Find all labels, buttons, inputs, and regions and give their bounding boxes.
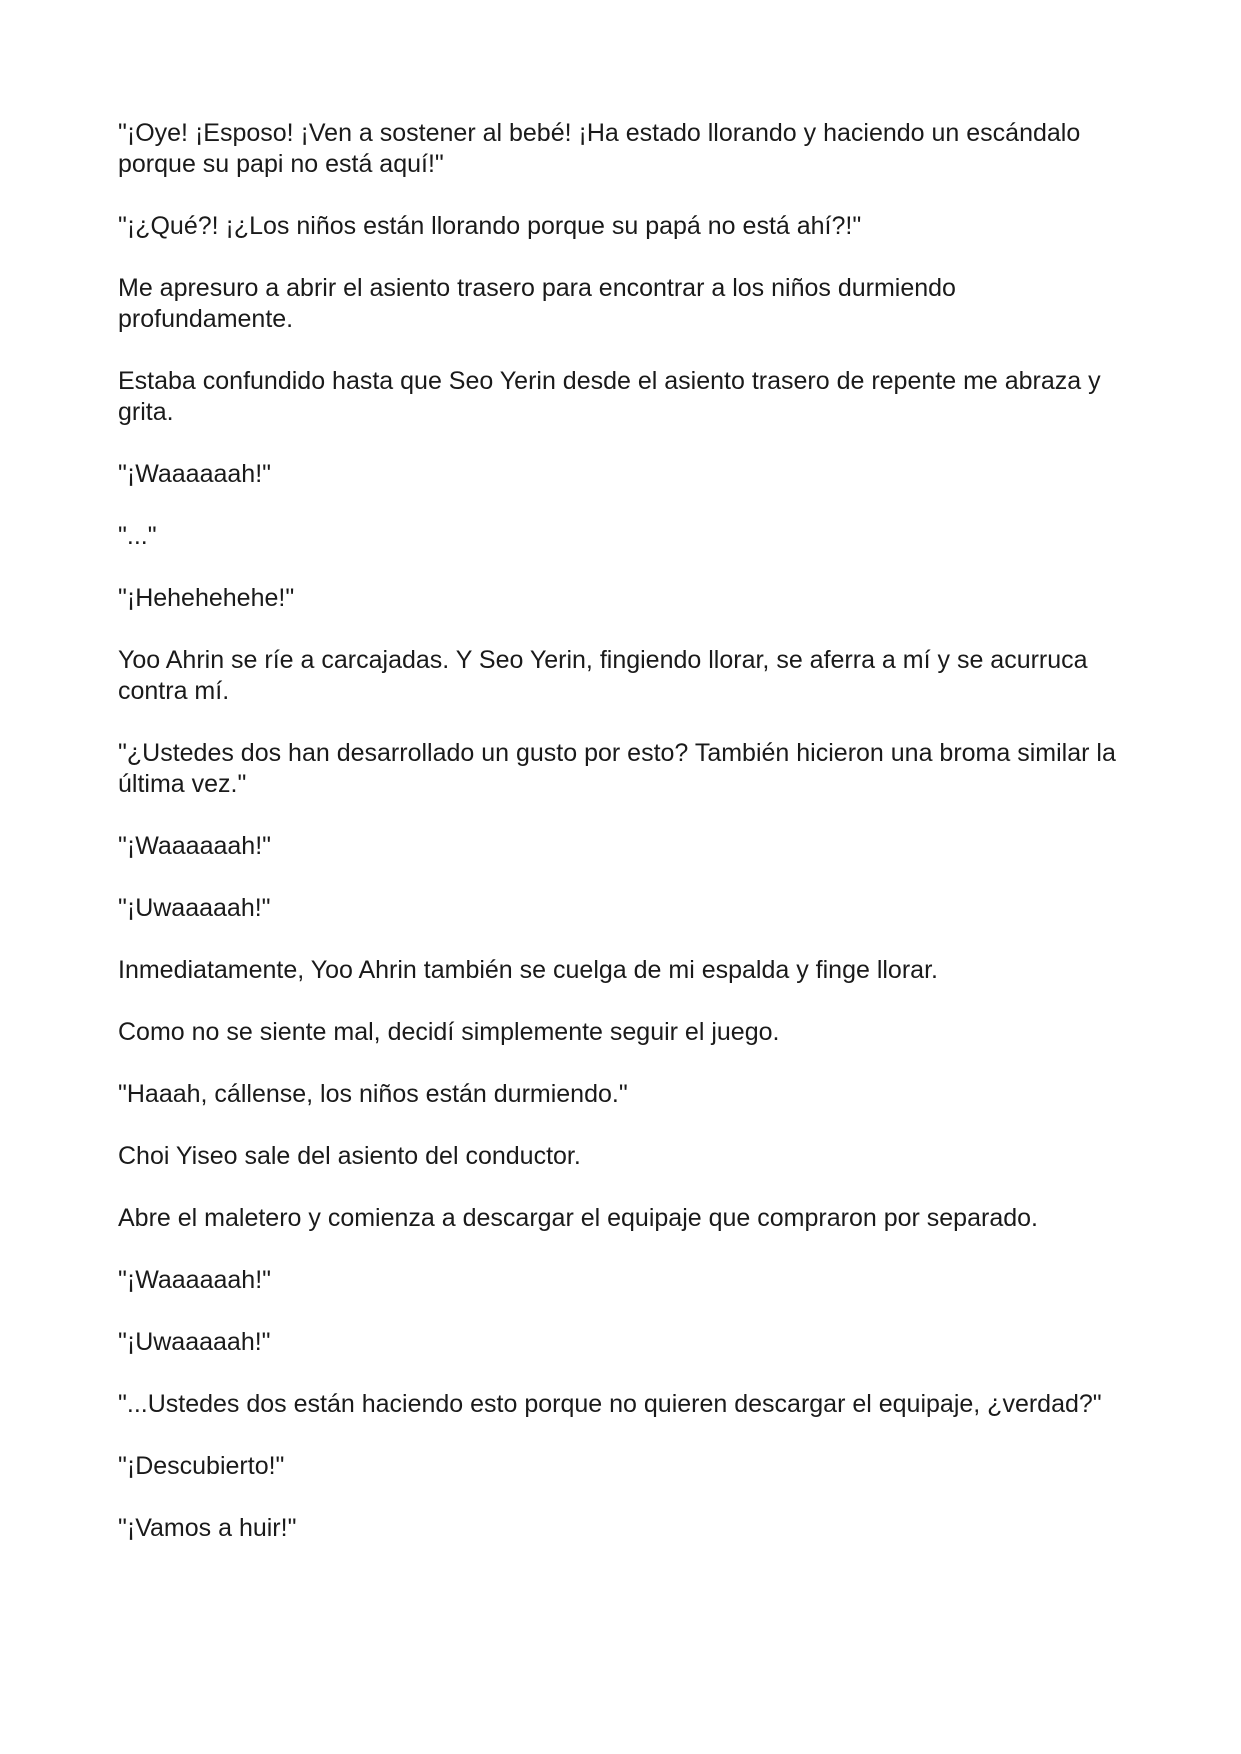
paragraph: "¿Ustedes dos han desarrollado un gusto por esto? También hicieron una broma similar la última vez." — [118, 739, 1116, 798]
paragraph: Choi Yiseo sale del asiento del conductor. — [118, 1142, 581, 1170]
paragraph: "¡Vamos a huir!" — [118, 1514, 297, 1542]
paragraph: "¡Descubierto!" — [118, 1452, 285, 1480]
paragraph: "¡¿Qué?! ¡¿Los niños están llorando porque su papá no está ahí?!" — [118, 212, 862, 240]
paragraph: "¡Waaaaaah!" — [118, 832, 272, 860]
paragraph: "...Ustedes dos están haciendo esto porque no quieren descargar el equipaje, ¿verdad?" — [118, 1390, 1102, 1418]
paragraph: "¡Oye! ¡Esposo! ¡Ven a sostener al bebé! ¡Ha estado llorando y haciendo un escándalo porque su papi no está aquí!" — [118, 119, 1081, 178]
paragraph: Abre el maletero y comienza a descargar el equipaje que compraron por separado. — [118, 1204, 1038, 1232]
paragraph: "¡Uwaaaaah!" — [118, 1328, 271, 1356]
paragraph: "..." — [118, 522, 157, 550]
paragraph: "¡Waaaaaah!" — [118, 460, 272, 488]
paragraph: Inmediatamente, Yoo Ahrin también se cuelga de mi espalda y finge llorar. — [118, 956, 938, 984]
document-body — [118, 118, 1128, 1575]
paragraph: Me apresuro a abrir el asiento trasero para encontrar a los niños durmiendo profundamente. — [118, 274, 956, 333]
paragraph: "¡Waaaaaah!" — [118, 1266, 272, 1294]
paragraph: Estaba confundido hasta que Seo Yerin desde el asiento trasero de repente me abraza y grita. — [118, 367, 1101, 426]
paragraph: Como no se siente mal, decidí simplemente seguir el juego. — [118, 1018, 780, 1046]
paragraph: Yoo Ahrin se ríe a carcajadas. Y Seo Yerin, fingiendo llorar, se aferra a mí y se acurruca contra mí. — [118, 646, 1088, 705]
paragraph: "¡Uwaaaaah!" — [118, 894, 271, 922]
paragraph: "Haaah, cállense, los niños están durmiendo." — [118, 1080, 628, 1108]
paragraph: "¡Hehehehehe!" — [118, 584, 295, 612]
